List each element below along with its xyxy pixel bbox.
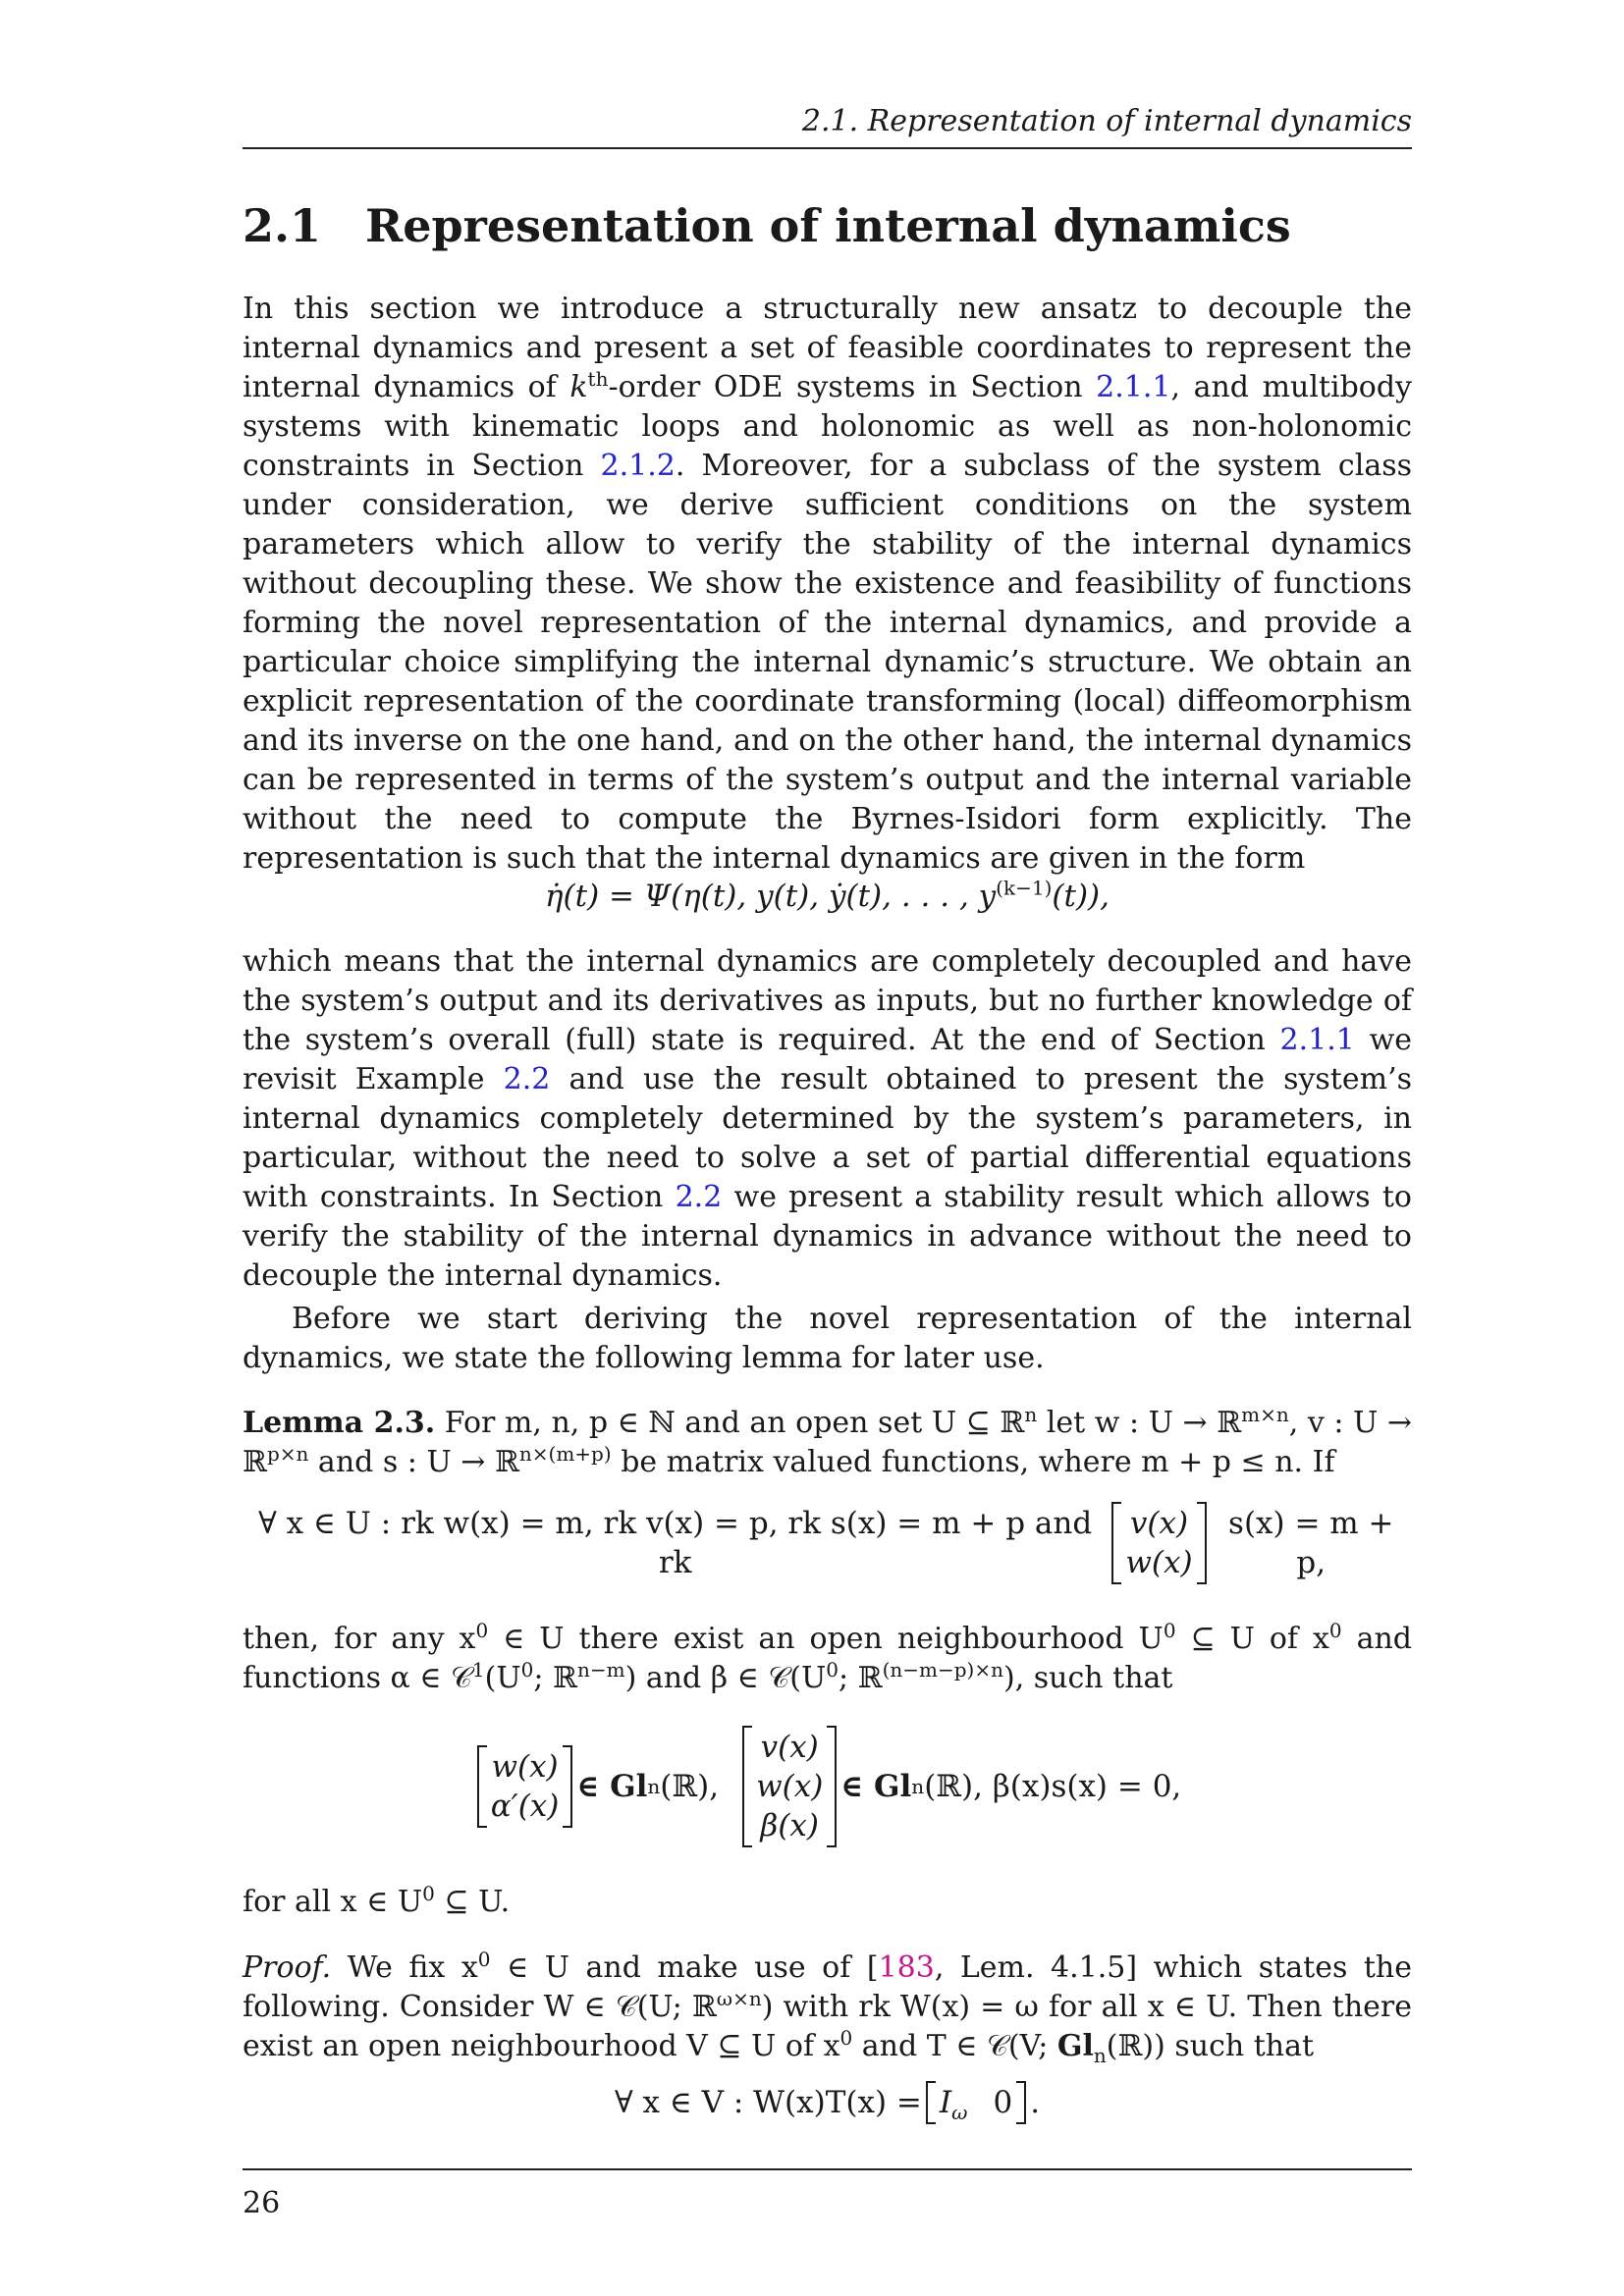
matrix-cells (936, 2081, 1016, 2124)
superscript: m×n (1241, 1403, 1289, 1426)
superscript: 1 (471, 1658, 485, 1682)
bracket-right (563, 1745, 572, 1828)
citation-link-183[interactable]: 183 (878, 1950, 935, 1985)
matrix-entry: v(x) (1129, 1506, 1189, 1541)
text-run: then, for any x (243, 1622, 476, 1656)
matrix-cells (487, 1745, 564, 1828)
eq-left: ∀ x ∈ V : W(x)T(x) = (614, 2085, 922, 2120)
text-run: -order ODE systems in Section (608, 370, 1097, 404)
paragraph-4 (243, 1620, 1412, 1698)
text-run: we revisit Example (243, 1023, 1413, 1096)
proof-label: Proof. (243, 1950, 332, 1985)
superscript: (n−m−p)×n (882, 1658, 1003, 1682)
lemma-statement (243, 1404, 1412, 1482)
text-run: , v : U → ℝ (243, 1406, 1412, 1479)
proof-paragraph (243, 1949, 1412, 2066)
matrix-entry-identity (939, 2083, 968, 2125)
text-run: For m, n, p ∈ ℕ and an open set U ⊆ ℝ (435, 1406, 1025, 1440)
matrix-cells (752, 1726, 827, 1847)
text-run: for all x ∈ U (243, 1885, 423, 1919)
text-run: . Moreover, for a subclass of the system class under consideration, we derive sufficient conditions on the system parameters which allow to verify the stability of the internal dynamics without decoupling these. We show the existence and feasibility of functions forming the novel representation of the internal dynamics, and provide a particular choice simplifying the internal dynamic’s structure. We obtain an explicit representation of the coordinate transforming (local) diffeomorphism and its inverse on the one hand, and on the other hand, the internal dynamics can be represented in terms of the system’s output and the internal variable without the need to compute the Byrnes-Isidori form explicitly. The representation is such that the internal dynamics are given in the form (243, 449, 1412, 876)
text-run: and s : U → ℝ (308, 1445, 519, 1479)
superscript: 0 (839, 2026, 853, 2050)
superscript: 0 (826, 1658, 839, 1682)
eq-end: (t)), (1052, 879, 1110, 914)
ref-link-section-2-2[interactable]: 2.2 (675, 1180, 723, 1214)
eq-right: s(x) = m + p, (1228, 1506, 1394, 1580)
text-run: let w : U → ℝ (1037, 1406, 1242, 1440)
gl-symbol: ∈ Gl (576, 1769, 648, 1804)
subscript: ω (951, 2101, 968, 2125)
text-run: In this section we introduce a structurally new ansatz to decouple the internal dynamics and present a set of feasible coordinates to represent the internal dynamics of (243, 292, 1412, 404)
bracket-left (1111, 1502, 1121, 1584)
matrix-entry: w(x) (756, 1769, 824, 1804)
text-run: ; ℝ (838, 1661, 883, 1695)
text-run: , and multibody systems with kinematic loops and holonomic as well as non-holonomic constraints in Section (243, 370, 1413, 483)
equation-internal-dynamics (243, 877, 1412, 916)
eq-text: (ℝ), β(x)s(x) = 0, (924, 1769, 1182, 1804)
text-run: ; ℝ (533, 1661, 577, 1695)
matrix-entry: β(x) (760, 1808, 819, 1843)
text-run: ), such that (1002, 1661, 1173, 1695)
running-header: 2.1. Representation of internal dynamics (801, 104, 1412, 138)
superscript: n (1024, 1403, 1038, 1426)
section-number: 2.1 (243, 199, 322, 252)
superscript: 0 (477, 1948, 491, 1971)
equation-gl-conditions: w(x) α′(x) ∈ Gl n (ℝ), v(x) w(x) β(x) ∈ Gl n (ℝ), β(x)s(x) = 0, (243, 1726, 1412, 1847)
eq-superscript: (k−1) (996, 876, 1053, 900)
text-run: which means that the internal dynamics are completely decoupled and have the system’s output and its derivatives as inputs, but no further knowledge of the system’s overall (full) state is required. At the end of Section (243, 944, 1412, 1057)
text-run: ) with rk W(x) = ω for all x ∈ U. Then there exist an open neighbourhood V ⊆ U of x (243, 1990, 1412, 2063)
paragraph-2 (243, 942, 1412, 1296)
page (243, 0, 1412, 2296)
ref-link-section-2-1-1[interactable]: 2.1.1 (1096, 370, 1171, 404)
superscript: 0 (520, 1658, 534, 1682)
footer-rule (243, 2168, 1412, 2170)
matrix-identity-zero (926, 2081, 1026, 2124)
bracket-left (926, 2081, 936, 2124)
superscript: 0 (422, 1882, 435, 1905)
text-run: and use the result obtained to present the system’s internal dynamics completely determined by the system’s parameters, in particular, without the need to solve a set of partial differential equations with constraints. In Section (243, 1062, 1412, 1214)
superscript: ω×n (716, 1987, 762, 2010)
text-run: and T ∈ 𝒞(V; (852, 2029, 1057, 2063)
bracket-right (827, 1726, 837, 1847)
eq-body: η̇(t) = Ψ(η(t), y(t), ẏ(t), . . . , y (544, 879, 997, 914)
superscript: n×(m+p) (518, 1442, 612, 1466)
text-run: , Lem. 4.1.5] which states the following. Consider W ∈ 𝒞(U; ℝ (243, 1950, 1412, 2024)
text-run: We fix x (331, 1950, 478, 1985)
gl-symbol: Gl (1056, 2029, 1094, 2063)
superscript: 0 (475, 1619, 489, 1642)
eq-end: . (1030, 2085, 1041, 2120)
gl-symbol: ∈ Gl (840, 1769, 912, 1804)
eq-text: (ℝ), (660, 1769, 720, 1804)
bracket-left (477, 1745, 487, 1828)
ref-link-section-2-1-1[interactable]: 2.1.1 (1279, 1023, 1355, 1057)
text-run: ⊆ U of x (1175, 1622, 1329, 1656)
matrix-cells (1121, 1502, 1196, 1584)
text-run: ) and β ∈ 𝒞(U (624, 1661, 827, 1695)
intro-paragraph (243, 290, 1412, 879)
math-k: k (569, 370, 588, 404)
matrix-entry: 0 (993, 2085, 1013, 2120)
section-title (243, 196, 1412, 255)
text-run: we present a stability result which allows to verify the stability of the internal dynamics in advance without the need to decouple the internal dynamics. (243, 1180, 1412, 1293)
text-run: (ℝ)) such that (1106, 2029, 1315, 2063)
section-title-text: Representation of internal dynamics (365, 199, 1291, 252)
text-run: (U (484, 1661, 521, 1695)
text-run: ⊆ U. (434, 1885, 511, 1919)
paragraph-3: Before we start deriving the novel representation of the internal dynamics, we state the following lemma for later use. (243, 1302, 1412, 1375)
matrix-entry: w(x) (1125, 1545, 1193, 1580)
superscript: n−m (576, 1658, 625, 1682)
text-run: be matrix valued functions, where m + p ≤ n. If (611, 1445, 1335, 1479)
matrix-v-w-beta (742, 1726, 837, 1847)
superscript: p×n (266, 1442, 309, 1466)
ref-link-section-2-1-2[interactable]: 2.1.2 (600, 449, 676, 483)
bracket-right (1016, 2081, 1026, 2124)
eq-left: ∀ x ∈ U : rk w(x) = m, rk v(x) = p, rk s(x) = m + p and rk (258, 1506, 1093, 1580)
superscript-th: th (587, 367, 609, 391)
matrix-entry: w(x) (491, 1749, 559, 1785)
text-run: ∈ U and make use of [ (490, 1950, 879, 1985)
bracket-left (742, 1726, 752, 1847)
text-run: and functions α ∈ 𝒞 (243, 1622, 1413, 1695)
matrix-w-alpha (477, 1745, 573, 1828)
matrix-entry: v(x) (760, 1730, 819, 1765)
matrix-entry: α′(x) (490, 1789, 560, 1824)
bracket-right (1197, 1502, 1207, 1584)
text-run: ∈ U there exist an open neighbourhood U (488, 1622, 1164, 1656)
ref-link-example-2-2[interactable]: 2.2 (503, 1062, 551, 1096)
identity-symbol: I (939, 2085, 952, 2120)
header-rule (243, 147, 1412, 149)
subscript: n (1093, 2044, 1107, 2067)
page-number: 26 (243, 2186, 281, 2220)
superscript: 0 (1163, 1619, 1176, 1642)
equation-rank-conditions (243, 1502, 1412, 1584)
paragraph-5 (243, 1883, 1412, 1922)
matrix-vw (1111, 1502, 1206, 1584)
lemma-label: Lemma 2.3. (243, 1406, 436, 1440)
equation-wt-identity (243, 2081, 1412, 2124)
superscript: 0 (1328, 1619, 1342, 1642)
